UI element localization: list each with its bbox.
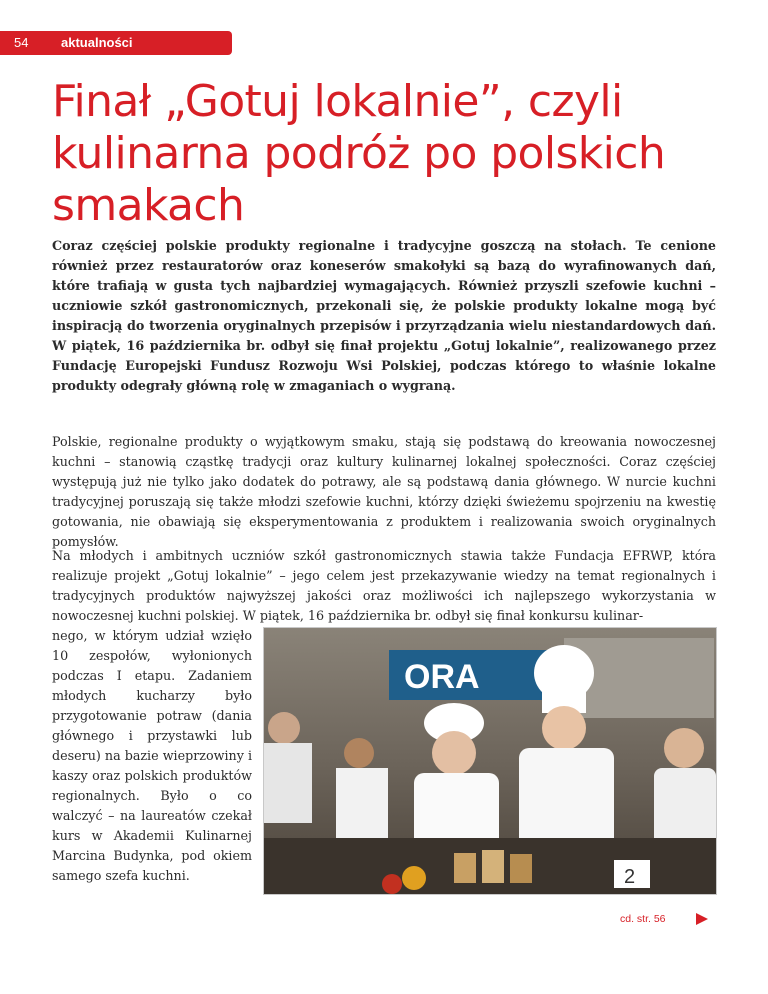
photo-sign-text: ORA bbox=[404, 658, 480, 696]
section-header-bar bbox=[0, 31, 232, 55]
article-paragraph-2: Na młodych i ambitnych uczniów szkół gastronomicznych stawia także Fundacja EFRWP, która realizuje projekt „Gotuj lokalnie” – jego celem jest przekazywanie wiedzy na temat regionalnych i tradycyjnych produktów najwyższej jakości oraz możliwości ich najlepszego wykorzystania w nowoczesnej kuchni polskiej. W piątek, 16 października br. odbył się finał konkursu kulinar- bbox=[52, 548, 716, 623]
article-lead: Coraz częściej polskie produkty regionalne i tradycyjne goszczą na stołach. Te cenione również przez restauratorów oraz koneserów smakołyki są bazą do wyrafinowanych dań, które trafiają w gusta tych najbardziej wymagających. Również przyszli szefowie kuchni – uczniowie szkół gastronomicznych, przekonali się, że polskie produkty lokalne mogą być inspiracją do tworzenia oryginalnych przepisów i przyrządzania wielu niestandardowych dań. W piątek, 16 października br. odbył się finał projektu „Gotuj lokalnie”, realizowanego przez Fundację Europejski Fundusz Rozwoju Wsi Polskiej, podczas którego to właśnie lokalne produkty odegrały główną rolę w zmaganiach o wygraną. bbox=[52, 238, 716, 393]
section-label: aktualności bbox=[61, 35, 133, 50]
article-paragraph-2-continued: nego, w którym udział wzięło 10 zespołów, wyłonionych podczas I etapu. Zadaniem młodych kucharzy było przygotowanie potraw (dania głównego i przystawki lub deseru) na bazie wieprzowiny i kaszy oraz polskich produktów regionalnych. Było o co walczyć – na laureatów czekał kurs w Akademii Kulinarnej Marcina Budynka, pod okiem samego szefa kuchni. bbox=[52, 628, 252, 883]
photo-table-number: 2 bbox=[624, 866, 636, 888]
article-title: Finał „Gotuj lokalnie”, czyli kulinarna podróż po polskich smakach bbox=[52, 76, 666, 231]
page-number: 54 bbox=[14, 35, 29, 50]
cooking-contest-photo bbox=[263, 627, 717, 895]
article-paragraph-1: Polskie, regionalne produkty o wyjątkowym smaku, stają się podstawą do kreowania nowoczesnej kuchni – stanowią cząstkę tradycji oraz kultury kulinarnej lokalnej społeczności. Coraz częściej występują już nie tylko jako dodatek do potrawy, ale są podstawą dania głównego. W nurcie kuchni tradycyjnej poruszają się także młodzi szefowie kuchni, którzy dzięki świeżemu spojrzeniu na kwestię gotowania, nie obawiają się eksperymentowania z produktem i realizowania swoich oryginalnych pomysłów. bbox=[52, 434, 716, 549]
continued-on-page-link[interactable]: cd. str. 56 bbox=[620, 913, 666, 925]
arrow-right-icon bbox=[696, 913, 708, 925]
